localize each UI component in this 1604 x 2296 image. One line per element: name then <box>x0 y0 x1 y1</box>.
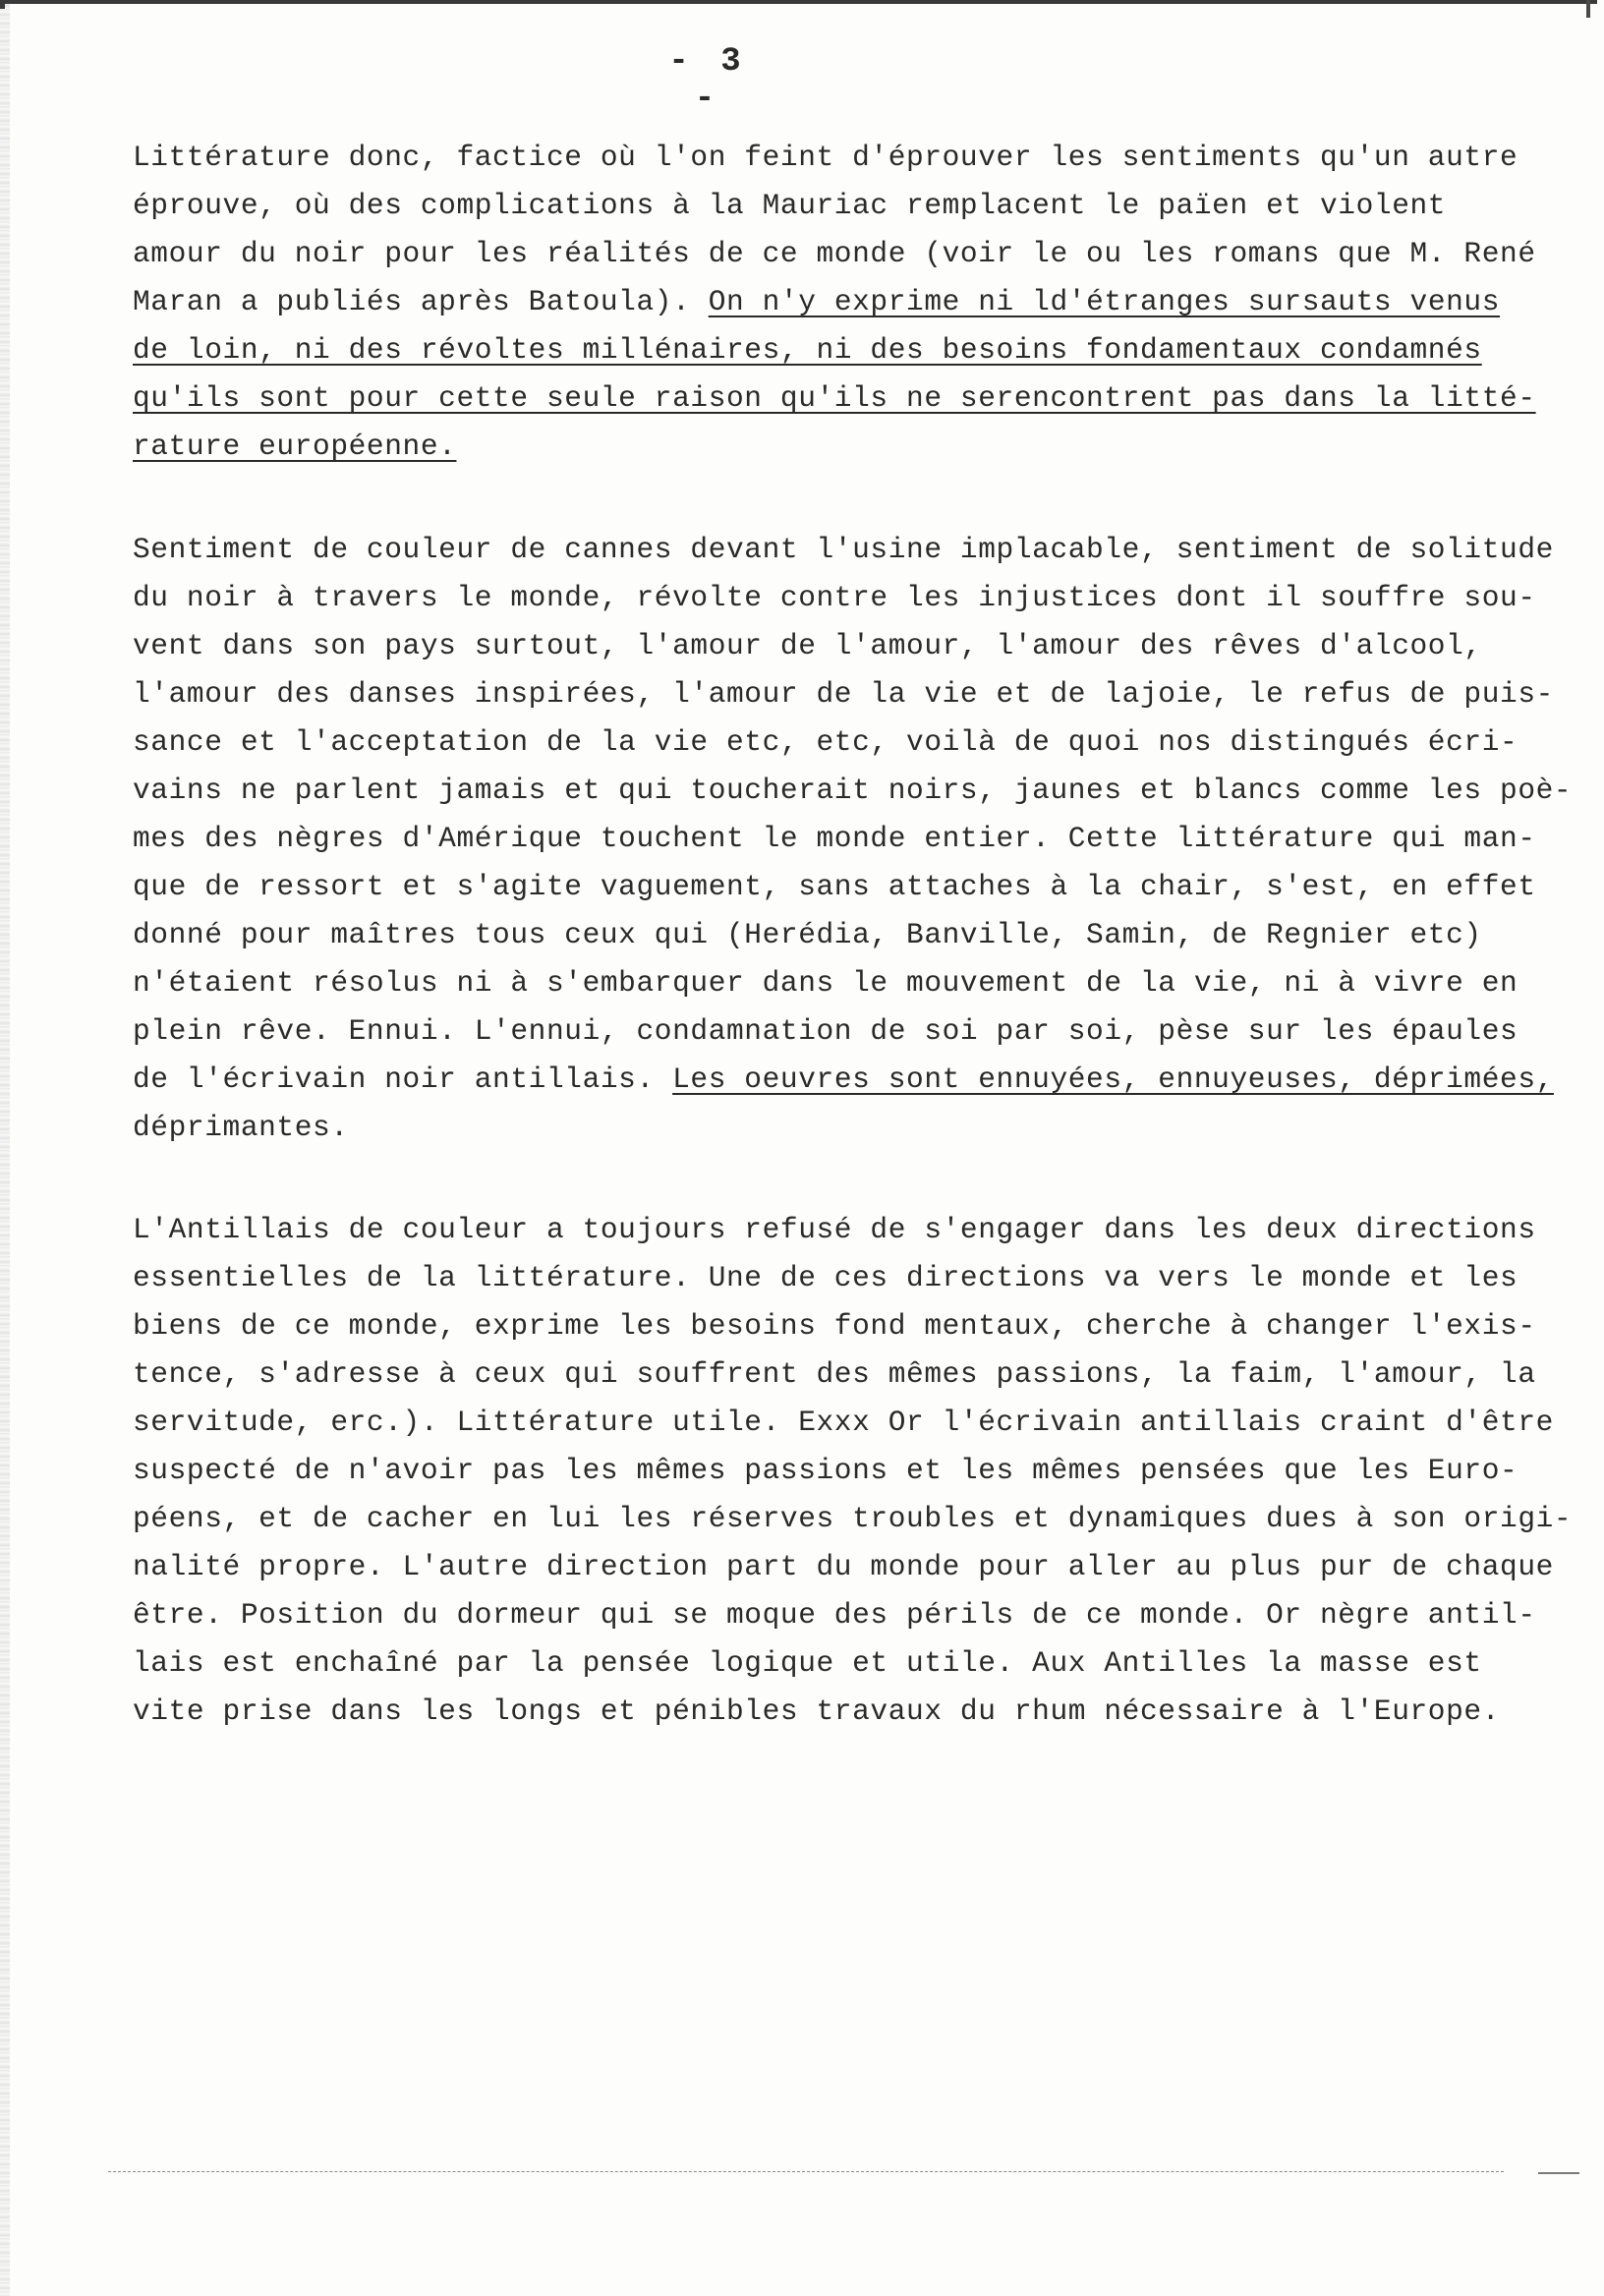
text-run: péens, et de cacher en lui les réserves troubles et dynamiques dues à son origi- <box>133 1502 1573 1535</box>
text-run: plein rêve. Ennui. L'ennui, condamnation de soi par soi, pèse sur les épaules <box>133 1014 1518 1048</box>
text-run: mes des nègres d'Amérique touchent le monde entier. Cette littérature qui man- <box>133 822 1536 855</box>
text-run: de l'écrivain noir antillais. <box>133 1062 673 1096</box>
text-line <box>133 1447 1577 1495</box>
text-run: que de ressort et s'agite vaguement, sans attaches à la chair, s'est, en effet <box>133 870 1536 903</box>
text-run: sance et l'acceptation de la vie etc, etc, voilà de quoi nos distingués écri- <box>133 725 1518 759</box>
text-run: L'Antillais de couleur a toujours refusé de s'engager dans les deux directions <box>133 1213 1536 1246</box>
text-run: éprouve, où des complications à la Mauriac remplacent le païen et violent <box>133 189 1447 222</box>
text-line <box>133 423 1577 471</box>
underlined-text: de loin, ni des révoltes millénaires, ni des besoins fondamentaux condamnés <box>133 333 1482 367</box>
text-run: Sentiment de couleur de cannes devant l'usine implacable, sentiment de solitude <box>133 533 1554 566</box>
text-line <box>133 1688 1577 1736</box>
text-run: n'étaient résolus ni à s'embarquer dans le mouvement de la vie, ni à vivre en <box>133 966 1518 1000</box>
text-run: vite prise dans les longs et pénibles travaux du rhum nécessaire à l'Europe. <box>133 1694 1501 1728</box>
paragraph-1 <box>133 134 1577 471</box>
bottom-rule-end <box>1538 2172 1579 2174</box>
text-run: essentielles de la littérature. Une de ces directions va vers le monde et les <box>133 1261 1518 1294</box>
underlined-text: rature européenne. <box>133 430 457 463</box>
text-run: l'amour des danses inspirées, l'amour de la vie et de lajoie, le refus de puis- <box>133 677 1554 711</box>
text-run: nalité propre. L'autre direction part du monde pour aller au plus pur de chaque <box>133 1550 1554 1583</box>
paragraph-3 <box>133 1206 1577 1736</box>
text-run: suspecté de n'avoir pas les mêmes passions et les mêmes pensées que les Euro- <box>133 1454 1518 1487</box>
text-line <box>133 182 1577 230</box>
text-run: vains ne parlent jamais et qui toucherait noirs, jaunes et blancs comme les poè- <box>133 774 1573 807</box>
text-line <box>133 1543 1577 1591</box>
underlined-text: qu'ils sont pour cette seule raison qu'ils ne serencontrent pas dans la litté- <box>133 381 1536 415</box>
text-line <box>133 374 1577 423</box>
top-border-tick <box>1586 0 1590 18</box>
text-line <box>133 574 1577 622</box>
text-line <box>133 622 1577 670</box>
text-line <box>133 1302 1577 1350</box>
text-run: vent dans son pays surtout, l'amour de l'amour, l'amour des rêves d'alcool, <box>133 629 1482 662</box>
text-line <box>133 278 1577 326</box>
text-line <box>133 959 1577 1007</box>
text-run: amour du noir pour les réalités de ce monde (voir le ou les romans que M. René <box>133 237 1536 270</box>
text-line <box>133 1254 1577 1302</box>
text-line <box>133 863 1577 911</box>
text-run: être. Position du dormeur qui se moque des périls de ce monde. Or nègre antil- <box>133 1598 1536 1632</box>
text-run: donné pour maîtres tous ceux qui (Herédia, Banville, Samin, de Regnier etc) <box>133 918 1482 951</box>
text-line <box>133 718 1577 767</box>
text-run: lais est enchaîné par la pensée logique et utile. Aux Antilles la masse est <box>133 1646 1482 1680</box>
text-line <box>133 1104 1577 1152</box>
underlined-text: Les oeuvres sont ennuyées, ennuyeuses, déprimées, <box>672 1062 1554 1096</box>
text-run: biens de ce monde, exprime les besoins fond mentaux, cherche à changer l'exis- <box>133 1309 1536 1343</box>
text-run: déprimantes. <box>133 1111 349 1144</box>
text-line <box>133 911 1577 959</box>
text-run: tence, s'adresse à ceux qui souffrent des mêmes passions, la faim, l'amour, la <box>133 1357 1536 1391</box>
underlined-text: On n'y exprime ni ld'étranges sursauts venus <box>708 285 1501 318</box>
text-line <box>133 1007 1577 1056</box>
top-border-line <box>0 0 1597 9</box>
text-line <box>133 1591 1577 1639</box>
bottom-rule <box>108 2171 1504 2172</box>
paragraph-2 <box>133 526 1577 1152</box>
text-line <box>133 670 1577 718</box>
text-run: du noir à travers le monde, révolte contre les injustices dont il souffre sou- <box>133 581 1536 614</box>
text-line <box>133 134 1577 182</box>
text-line <box>133 1350 1577 1399</box>
text-line <box>133 1639 1577 1688</box>
text-run: Maran a publiés après Batoula). <box>133 285 709 318</box>
text-line <box>133 1399 1577 1447</box>
text-line <box>133 815 1577 863</box>
text-line <box>133 1206 1577 1254</box>
page-number: - 3 - <box>668 43 747 118</box>
scan-edge-artifact <box>0 0 10 2296</box>
text-line <box>133 1495 1577 1543</box>
text-run: Littérature donc, factice où l'on feint d'éprouver les sentiments qu'un autre <box>133 141 1518 174</box>
text-line <box>133 326 1577 374</box>
text-run: servitude, erc.). Littérature utile. Exxx Or l'écrivain antillais craint d'être <box>133 1406 1554 1439</box>
text-line <box>133 1056 1577 1104</box>
text-line <box>133 230 1577 278</box>
text-line <box>133 526 1577 574</box>
text-line <box>133 767 1577 815</box>
